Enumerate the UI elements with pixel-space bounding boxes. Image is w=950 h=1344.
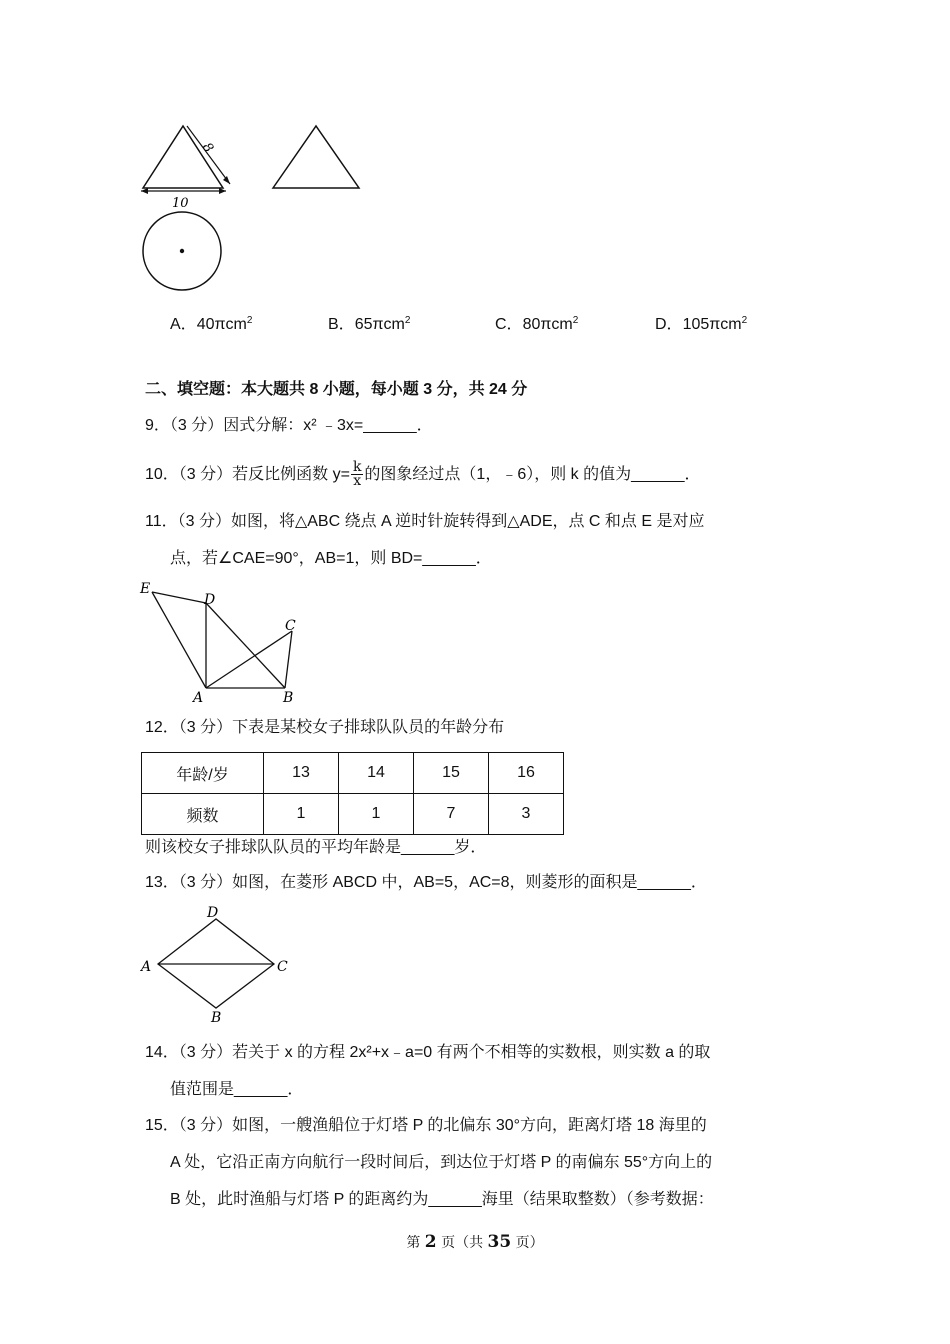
option-a: A．40πcm$^2$ [170, 315, 253, 333]
q11-label-b: B [283, 690, 294, 706]
q8-figure [130, 118, 370, 298]
option-b: B．65πcm$^2$ [328, 315, 411, 333]
q13-label-c: C [277, 959, 288, 975]
page-total: 35 [487, 1232, 512, 1252]
q13-figure [135, 902, 295, 1027]
table-row [142, 794, 564, 835]
table-cell: 频数 [142, 794, 264, 835]
q14-line1: 14．（3 分）若关于 x 的方程 2x²+x﹣a=0 有两个不相等的实数根，则实数 a 的取 [145, 1044, 711, 1061]
table-row [142, 753, 564, 794]
circle-center-dot [180, 249, 184, 253]
triangle-plain [273, 126, 359, 188]
q11-label-d: D [204, 592, 216, 608]
q11-line1: 11．（3 分）如图，将△ABC 绕点 A 逆时针旋转得到△ADE，点 C 和点 E 是对应 [145, 513, 705, 530]
q11-label-e: E [140, 581, 151, 597]
table-cell: 年龄/岁 [142, 753, 264, 794]
option-c: C．80πcm$^2$ [495, 315, 579, 333]
q11-line2: 点，若∠CAE=90°，AB=1，则 BD=______． [170, 550, 492, 567]
q15-line1: 15．（3 分）如图，一艘渔船位于灯塔 P 的北偏东 30°方向，距离灯塔 18 海里的 [145, 1117, 707, 1134]
q13-label-d: D [207, 905, 219, 921]
q14-line2: 值范围是______． [170, 1081, 304, 1098]
q12-line1: 12．（3 分）下表是某校女子排球队队员的年龄分布 [145, 719, 505, 736]
label-8: 8 [198, 140, 217, 156]
q15-line3: B 处，此时渔船与灯塔 P 的距离约为______海里（结果取整数）（参考数据： [170, 1191, 714, 1208]
option-d: D．105πcm$^2$ [655, 315, 748, 333]
q13-label-b: B [211, 1010, 222, 1026]
q12-after: 则该校女子排球队队员的平均年龄是______岁． [145, 839, 487, 856]
age-table [141, 752, 564, 835]
q15-line2: A 处，它沿正南方向航行一段时间后，到达位于灯塔 P 的南偏东 55°方向上的 [170, 1154, 713, 1171]
table-cell: 7 [414, 794, 489, 835]
section-title: 二、填空题：本大题共 8 小题，每小题 3 分，共 24 分 [145, 381, 528, 398]
q11-figure [135, 578, 315, 708]
q10-fraction: $\frac{k}{x}$ [352, 459, 362, 490]
triangle-with-measures [143, 126, 223, 188]
table-cell: 1 [264, 794, 339, 835]
measure-line-8 [187, 126, 230, 184]
page-number: 2 [424, 1232, 437, 1252]
table-cell: 3 [489, 794, 564, 835]
q11-label-c: C [285, 618, 296, 634]
q13-line1: 13．（3 分）如图，在菱形 ABCD 中，AB=5，AC=8，则菱形的面积是______． [145, 874, 707, 891]
q13-label-a: A [141, 959, 152, 975]
q10-before: 10．（3 分）若反比例函数 y= [145, 466, 350, 483]
q10-after: 的图象经过点（1，﹣6），则 k 的值为______． [364, 466, 701, 483]
table-cell: 16 [489, 753, 564, 794]
table-cell: 1 [339, 794, 414, 835]
label-10: 10 [172, 196, 189, 211]
page-footer: 第 2 页（共 35 页） [406, 1232, 544, 1252]
q9-text: 9．（3 分）因式分解：x² ﹣3x=______． [145, 417, 433, 434]
table-cell: 14 [339, 753, 414, 794]
q10-text [145, 455, 701, 495]
table-cell: 13 [264, 753, 339, 794]
table-cell: 15 [414, 753, 489, 794]
q11-label-a: A [193, 690, 204, 706]
